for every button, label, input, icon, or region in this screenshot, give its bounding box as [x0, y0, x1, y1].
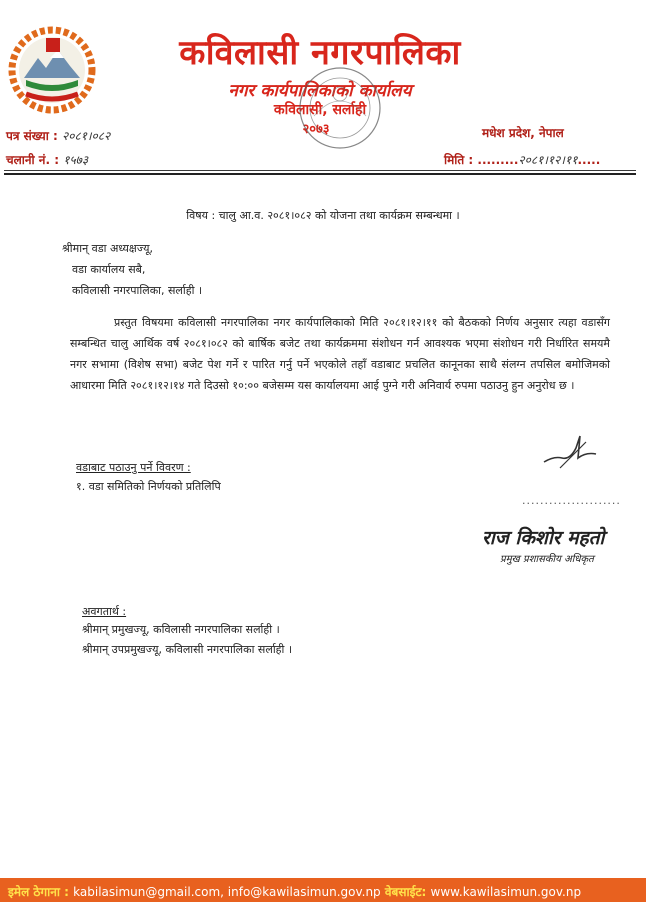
dispatch-number-label: चलानी नं. : [6, 153, 60, 167]
recipient-line-3: कविलासी नगरपालिका, सर्लाही । [72, 284, 203, 297]
nepal-emblem-icon [6, 24, 98, 116]
header-divider [4, 170, 636, 171]
date-row [444, 151, 600, 168]
date-value: २०८१।१२।११ [518, 153, 578, 167]
body-paragraph: प्रस्तुत विषयमा कविलासी नगरपालिका नगर कार्यपालिकाको मिति २०८१।१२।११ को बैठकको निर्णय अनुसार त्यहा वडासँग सम्बन्धित चालु आर्थिक वर्ष २०८१।०८२ को बार्षिक बजेट तथा कार्यक्रममा संशोधन गर्न आवश्यक भएमा संशोधन गरी निर्धारित समयमै नगर सभामा (विशेष सभा) बजेट पेश गर्ने र पारित गर्नु पर्ने भएकोले तहाँ वडाबाट प्रचलित कानूनका साथै संलग्न तपसिल बमोजिमको आधारमा मिति २०८१।१२।१४ गते दिउसो १०:०० बजेसम्म यस कार्यालयमा आई पुग्ने गरी अनिवार्य रुपमा पठाउनु हुन अनुरोध छ । [70, 316, 610, 392]
letter-number-value: २०८१।०८२ [61, 129, 111, 143]
date-label: मिति : ......... [444, 153, 519, 167]
signatory-name-stamp: राज किशोर महतो [482, 527, 605, 549]
signature-dots: ...................... [522, 494, 621, 507]
dispatch-number-value: १५७३ [63, 153, 89, 167]
establishment-year: २०७३ [302, 122, 330, 137]
cc-heading: अवगतार्थ : [82, 605, 127, 618]
footer-website-label: वेबसाईट: [384, 885, 427, 899]
subject-line: विषय : चालु आ.व. २०८१।०८२ को योजना तथा कार्यक्रम सम्बन्धमा । [186, 209, 460, 222]
header-divider-thick [4, 173, 636, 175]
municipality-title: कविलासी नगरपालिका [179, 33, 461, 73]
footer-emails[interactable]: kabilasimun@gmail.com, info@kawilasimun.gov.np [73, 885, 381, 899]
signature-scribble [540, 428, 600, 472]
details-item-1: १. वडा समितिको निर्णयको प्रतिलिपि [76, 480, 221, 493]
footer-contact [8, 883, 581, 900]
letter-number-label: पत्र संख्या : [6, 129, 58, 143]
footer-website[interactable]: www.kawilasimun.gov.np [430, 885, 582, 899]
office-seal-stamp [296, 64, 384, 152]
recipient-line-2: वडा कार्यालय सबै, [72, 263, 146, 276]
signatory-title-stamp: प्रमुख प्रशासकीय अधिकृत [500, 554, 594, 565]
date-trail: ..... [577, 153, 601, 167]
office-location: कविलासी, सर्लाही [273, 102, 367, 118]
office-subtitle: नगर कार्यपालिकाको कार्यालय [228, 81, 412, 101]
letter-number-row [6, 127, 110, 144]
footer-email-label: इमेल ठेगाना : [8, 885, 69, 899]
dispatch-number-row [6, 151, 88, 168]
recipient-line-1: श्रीमान् वडा अध्यक्षज्यू, [62, 242, 153, 255]
cc-item-1: श्रीमान् प्रमुखज्यू, कविलासी नगरपालिका सर्लाही । [82, 623, 280, 636]
cc-item-2: श्रीमान् उपप्रमुखज्यू, कविलासी नगरपालिका सर्लाही । [82, 643, 293, 656]
details-heading: वडाबाट पठाउनु पर्ने विवरण : [76, 461, 191, 474]
province-label: मधेश प्रदेश, नेपाल [482, 126, 564, 140]
